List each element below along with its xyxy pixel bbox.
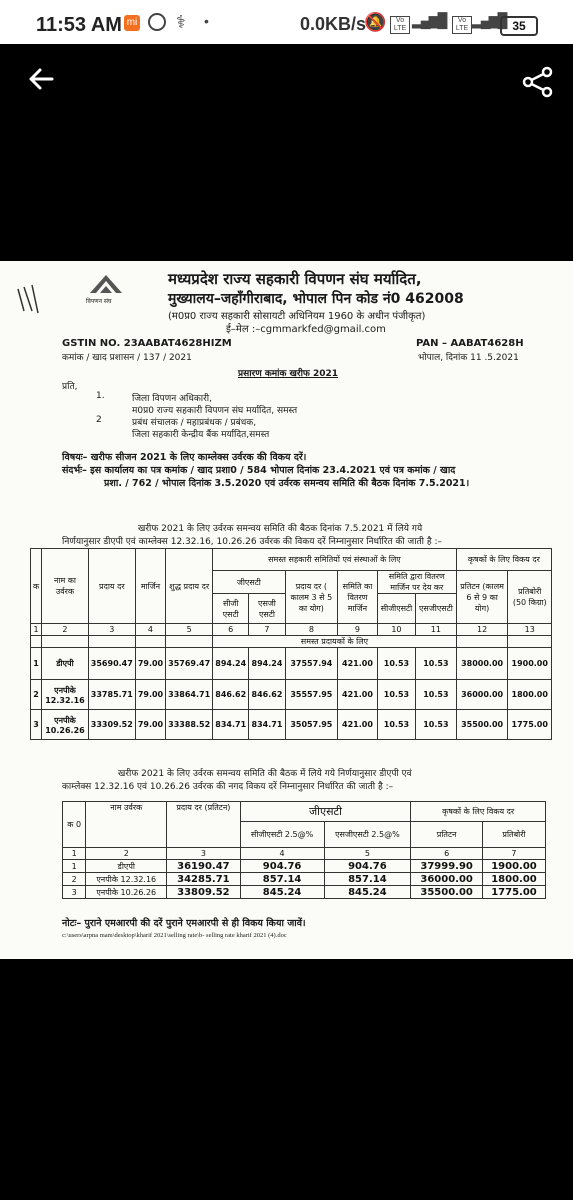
t2-h-rate: प्रदाय दर (प्रतिटन) <box>167 802 241 848</box>
t1-row-name: डीएपी <box>42 648 89 680</box>
t1-row-sgst: 846.62 <box>249 680 285 710</box>
t2-row-num: 2 <box>63 873 86 886</box>
t2-colnum: 1 <box>63 848 86 860</box>
t1-colnum: 11 <box>416 624 457 636</box>
t2-row-bag: 1775.00 <box>482 886 545 899</box>
status-bar <box>0 0 573 50</box>
t1-h-cgst: सीजी एसटी <box>213 594 249 624</box>
t2-colnum: 4 <box>240 848 324 860</box>
t1-h-name: नाम का उर्वरक <box>42 549 89 624</box>
rate-table-1 <box>30 548 552 740</box>
mute-icon: 🔕 <box>364 12 387 32</box>
t2-row-ton: 37999.90 <box>411 860 483 873</box>
t1-row-supply: 35690.47 <box>88 648 135 680</box>
t2-row-num: 1 <box>63 860 86 873</box>
t1-h-committee-margin: समिति का वितरण मार्जिन <box>338 571 378 624</box>
pen-mark <box>14 281 54 321</box>
share-icon[interactable] <box>522 66 554 98</box>
t1-h-farmer: कृषकों के लिए विकय दर <box>456 549 551 571</box>
t1-row-ton: 36000.00 <box>456 680 508 710</box>
t2-h-name: नाम उर्वरक <box>86 802 167 848</box>
org-name: मध्यप्रदेश राज्य सहकारी विपणन संघ मर्यादित, <box>168 270 422 288</box>
t1-row-num: 3 <box>31 710 42 740</box>
volte-icon-2: Vo LTE <box>452 16 472 34</box>
recipient-1-line2: म0प्र0 राज्य सहकारी विपणन संघ मर्यादित, समस्त <box>132 406 298 416</box>
t1-row-name: एनपीके 12.32.16 <box>42 680 89 710</box>
gstin: GSTIN NO. 23AABAT4628HIZM <box>62 338 232 349</box>
t1-row-margin: 79.00 <box>135 710 165 740</box>
t2-row-ton: 36000.00 <box>411 873 483 886</box>
t1-h-per-ton: प्रतिटन (कालम 6 से 9 का योग) <box>456 571 508 624</box>
t2-row-sgst: 904.76 <box>324 860 411 873</box>
t1-colnum: 13 <box>508 624 552 636</box>
t1-row-num: 2 <box>31 680 42 710</box>
t1-row-ds: 10.53 <box>416 710 457 740</box>
t2-colnum: 5 <box>324 848 411 860</box>
mi-icon: mi <box>124 15 140 31</box>
t2-row-rate: 33809.52 <box>167 886 241 899</box>
reference-number: कमांक / खाद प्रशासन / 137 / 2021 <box>62 353 192 363</box>
reference-line-1: संदर्भः– इस कार्यालय का पत्र कमांक / खाद प्रशा0 / 584 भोपाल दिनांक 23.4.2021 एवं पत्र कमांक / खाद <box>62 465 456 476</box>
t1-row-ton: 35500.00 <box>456 710 508 740</box>
viewer-toolbar <box>0 44 573 124</box>
t1-row-dc: 10.53 <box>377 710 415 740</box>
note: नोटः– पुराने एमआरपी की दरें पुराने एमआरपी से ही विकय किया जावें। <box>62 918 306 929</box>
t2-row-rate: 34285.71 <box>167 873 241 886</box>
t2-h-cgst: सीजीएसटी 2.5@% <box>240 822 324 848</box>
t2-row-cgst: 904.76 <box>240 860 324 873</box>
rate-table-2 <box>62 801 546 899</box>
app-icon: ⚕ <box>176 12 186 32</box>
t2-h-ton: प्रतिटन <box>411 822 483 848</box>
battery-icon: 35 <box>500 16 538 36</box>
t1-row-cgst: 894.24 <box>213 648 249 680</box>
reference-line-2: प्रशा. / 762 / भोपाल दिनांक 3.5.2020 एवं उर्वरक समन्वय समिति की बैठक दिनांक 7.5.2021। <box>104 478 470 489</box>
t1-colnum: 2 <box>42 624 89 636</box>
t1-h-dist-cgst: सीजीएसटी <box>377 594 415 624</box>
back-arrow-icon[interactable] <box>26 64 56 94</box>
t1-colnum: 3 <box>88 624 135 636</box>
signal-4g-icon: ▂▄▆█ <box>412 12 446 28</box>
recipient-1-line1: जिला विपणन अधिकारी, <box>132 394 212 404</box>
org-email: ई–मेल :–cgmmarkfed@gmail.com <box>226 324 386 335</box>
t1-row-ds: 10.53 <box>416 648 457 680</box>
t1-colnum: 9 <box>338 624 378 636</box>
logo-caption: विपणन संघ <box>86 298 112 305</box>
recipient-2-line1: प्रबंध संचालक / महाप्रबंधक / प्रबंधक, <box>132 418 257 428</box>
t1-row-net: 35769.47 <box>166 648 213 680</box>
t1-colnum: 7 <box>249 624 285 636</box>
t1-h-net: शुद्ध प्रदाय दर <box>166 549 213 624</box>
t2-row-name: डीएपी <box>86 860 167 873</box>
t1-row-rate: 35057.95 <box>285 710 337 740</box>
volte-icon: Vo LTE <box>390 16 410 34</box>
t2-h-bag: प्रतिबोरी <box>482 822 545 848</box>
recipient-1-num: 1. <box>96 391 105 401</box>
t1-row-ds: 10.53 <box>416 680 457 710</box>
para1-line1: खरीफ 2021 के लिए उर्वरक समन्वय समिति की बैठक दिनांक 7.5.2021 में लिये गये <box>138 524 423 534</box>
t1-colnum: 6 <box>213 624 249 636</box>
subject-line: विषयः– खरीफ सीजन 2021 के लिए काम्लेक्स उर्वरक की विकय दरें। <box>62 452 307 463</box>
t1-row-net: 33388.52 <box>166 710 213 740</box>
t1-row-bag: 1775.00 <box>508 710 552 740</box>
t1-section: समस्त प्रदायकों के लिए <box>213 636 457 648</box>
t1-h-sgst: एसजी एसटी <box>249 594 285 624</box>
pan: PAN – AABAT4628H <box>416 338 524 349</box>
t1-h-margin: मार्जिन <box>135 549 165 624</box>
t2-colnum: 7 <box>482 848 545 860</box>
t2-row-cgst: 845.24 <box>240 886 324 899</box>
t1-h-num: क <box>31 549 42 624</box>
t2-h-gst: जीएसटी <box>240 802 411 822</box>
status-time: 11:53 AM <box>36 14 122 36</box>
t2-row-sgst: 845.24 <box>324 886 411 899</box>
t1-row-num: 1 <box>31 648 42 680</box>
t1-colnum: 12 <box>456 624 508 636</box>
t2-row-bag: 1900.00 <box>482 860 545 873</box>
recipient-2-num: 2 <box>96 415 102 425</box>
t2-row-name: एनपीके 10.26.26 <box>86 886 167 899</box>
t1-row-supply: 33785.71 <box>88 680 135 710</box>
t2-row-bag: 1800.00 <box>482 873 545 886</box>
t1-row-net: 33864.71 <box>166 680 213 710</box>
t1-colnum: 1 <box>31 624 42 636</box>
t2-row-num: 3 <box>63 886 86 899</box>
network-speed: 0.0KB/s <box>300 14 367 34</box>
t2-row-ton: 35500.00 <box>411 886 483 899</box>
t2-colnum: 2 <box>86 848 167 860</box>
t2-h-sgst: एसजीएसटी 2.5@% <box>324 822 411 848</box>
dot-icon: • <box>204 13 209 29</box>
t1-row-margin: 79.00 <box>135 680 165 710</box>
t2-h-farmer: कृषकों के लिए विकय दर <box>411 802 546 822</box>
t1-row-dc: 10.53 <box>377 680 415 710</box>
t1-h-rate: प्रदाय दर ( कालम 3 से 5 का योग) <box>285 571 337 624</box>
t1-row-cm: 421.00 <box>338 680 378 710</box>
t1-row-supply: 33309.52 <box>88 710 135 740</box>
t1-row-cgst: 846.62 <box>213 680 249 710</box>
circular-title: प्रसारण कमांक खरीफ 2021 <box>238 369 339 379</box>
t1-h-supply: प्रदाय दर <box>88 549 135 624</box>
t2-row-sgst: 857.14 <box>324 873 411 886</box>
t1-row-cgst: 834.71 <box>213 710 249 740</box>
para1-line2: निर्णयानुसार डीएपी एवं काम्लेक्स 12.32.16, 10.26.26 उर्वरक की विकय दरें निम्नानुसार निर्धारित की जाती है :– <box>62 537 443 547</box>
t1-h-per-bag: प्रतिबोरी (50 किग्रा) <box>508 571 552 624</box>
t1-row-sgst: 894.24 <box>249 648 285 680</box>
to-label: प्रति, <box>62 382 78 392</box>
org-registration: (म0प्र0 राज्य सहकारी सोसायटी अधिनियम 1960 के अधीन पंजीकृत) <box>168 311 426 322</box>
t1-row-margin: 79.00 <box>135 648 165 680</box>
recipient-2-line2: जिला सहकारी केन्द्रीय बैंक मर्यादित,समस्त <box>132 430 270 440</box>
para2-line1: खरीफ 2021 के लिए उर्वरक समन्वय समिति की बैठक में लिये गये निर्णयानुसार डीएपी एवं <box>118 769 412 779</box>
t1-colnum: 10 <box>377 624 415 636</box>
t1-colnum: 4 <box>135 624 165 636</box>
t1-row-cm: 421.00 <box>338 710 378 740</box>
file-path: c:\users\arpna mam\desktop\kharif 2021\selling rate\b- selling rate kharif 2021 (4).doc <box>62 932 287 939</box>
t1-row-rate: 35557.95 <box>285 680 337 710</box>
t1-row-dc: 10.53 <box>377 648 415 680</box>
t2-row-cgst: 857.14 <box>240 873 324 886</box>
t1-h-dist-sgst: एसजीएसटी <box>416 594 457 624</box>
t2-colnum: 3 <box>167 848 241 860</box>
t1-h-gst: जीएसटी <box>213 571 286 594</box>
document-image[interactable] <box>0 261 573 959</box>
t1-row-rate: 37557.94 <box>285 648 337 680</box>
t1-row-bag: 1800.00 <box>508 680 552 710</box>
para2-line2: काम्लेक्स 12.32.16 एवं 10.26.26 उर्वरक की नगद विकय दरें निम्नानुसार निर्धारित की जाती है :– <box>62 782 394 792</box>
t1-row-name: एनपीके 10.26.26 <box>42 710 89 740</box>
t1-row-bag: 1900.00 <box>508 648 552 680</box>
t1-row-cm: 421.00 <box>338 648 378 680</box>
org-address: मुख्यालय–जहाँगीराबाद, भोपाल पिन कोड नं0 462008 <box>168 291 464 307</box>
t1-h-dist-margin: समिति द्वारा वितरण मार्जिन पर देय कर <box>377 571 456 594</box>
reference-date: भोपाल, दिनांक 11 .5.2021 <box>418 353 519 363</box>
whatsapp-icon <box>148 13 166 31</box>
t1-colnum: 8 <box>285 624 337 636</box>
t1-row-ton: 38000.00 <box>456 648 508 680</box>
signal-icon: ▂▄▆█ <box>472 12 506 28</box>
t2-row-rate: 36190.47 <box>167 860 241 873</box>
t2-row-name: एनपीके 12.32.16 <box>86 873 167 886</box>
t1-colnum: 5 <box>166 624 213 636</box>
t2-colnum: 6 <box>411 848 483 860</box>
t1-row-sgst: 834.71 <box>249 710 285 740</box>
t1-h-societies: समस्त सहकारी समितियों एवं संस्थाओं के लिए <box>213 549 457 571</box>
t2-h-num: क 0 <box>63 802 86 848</box>
